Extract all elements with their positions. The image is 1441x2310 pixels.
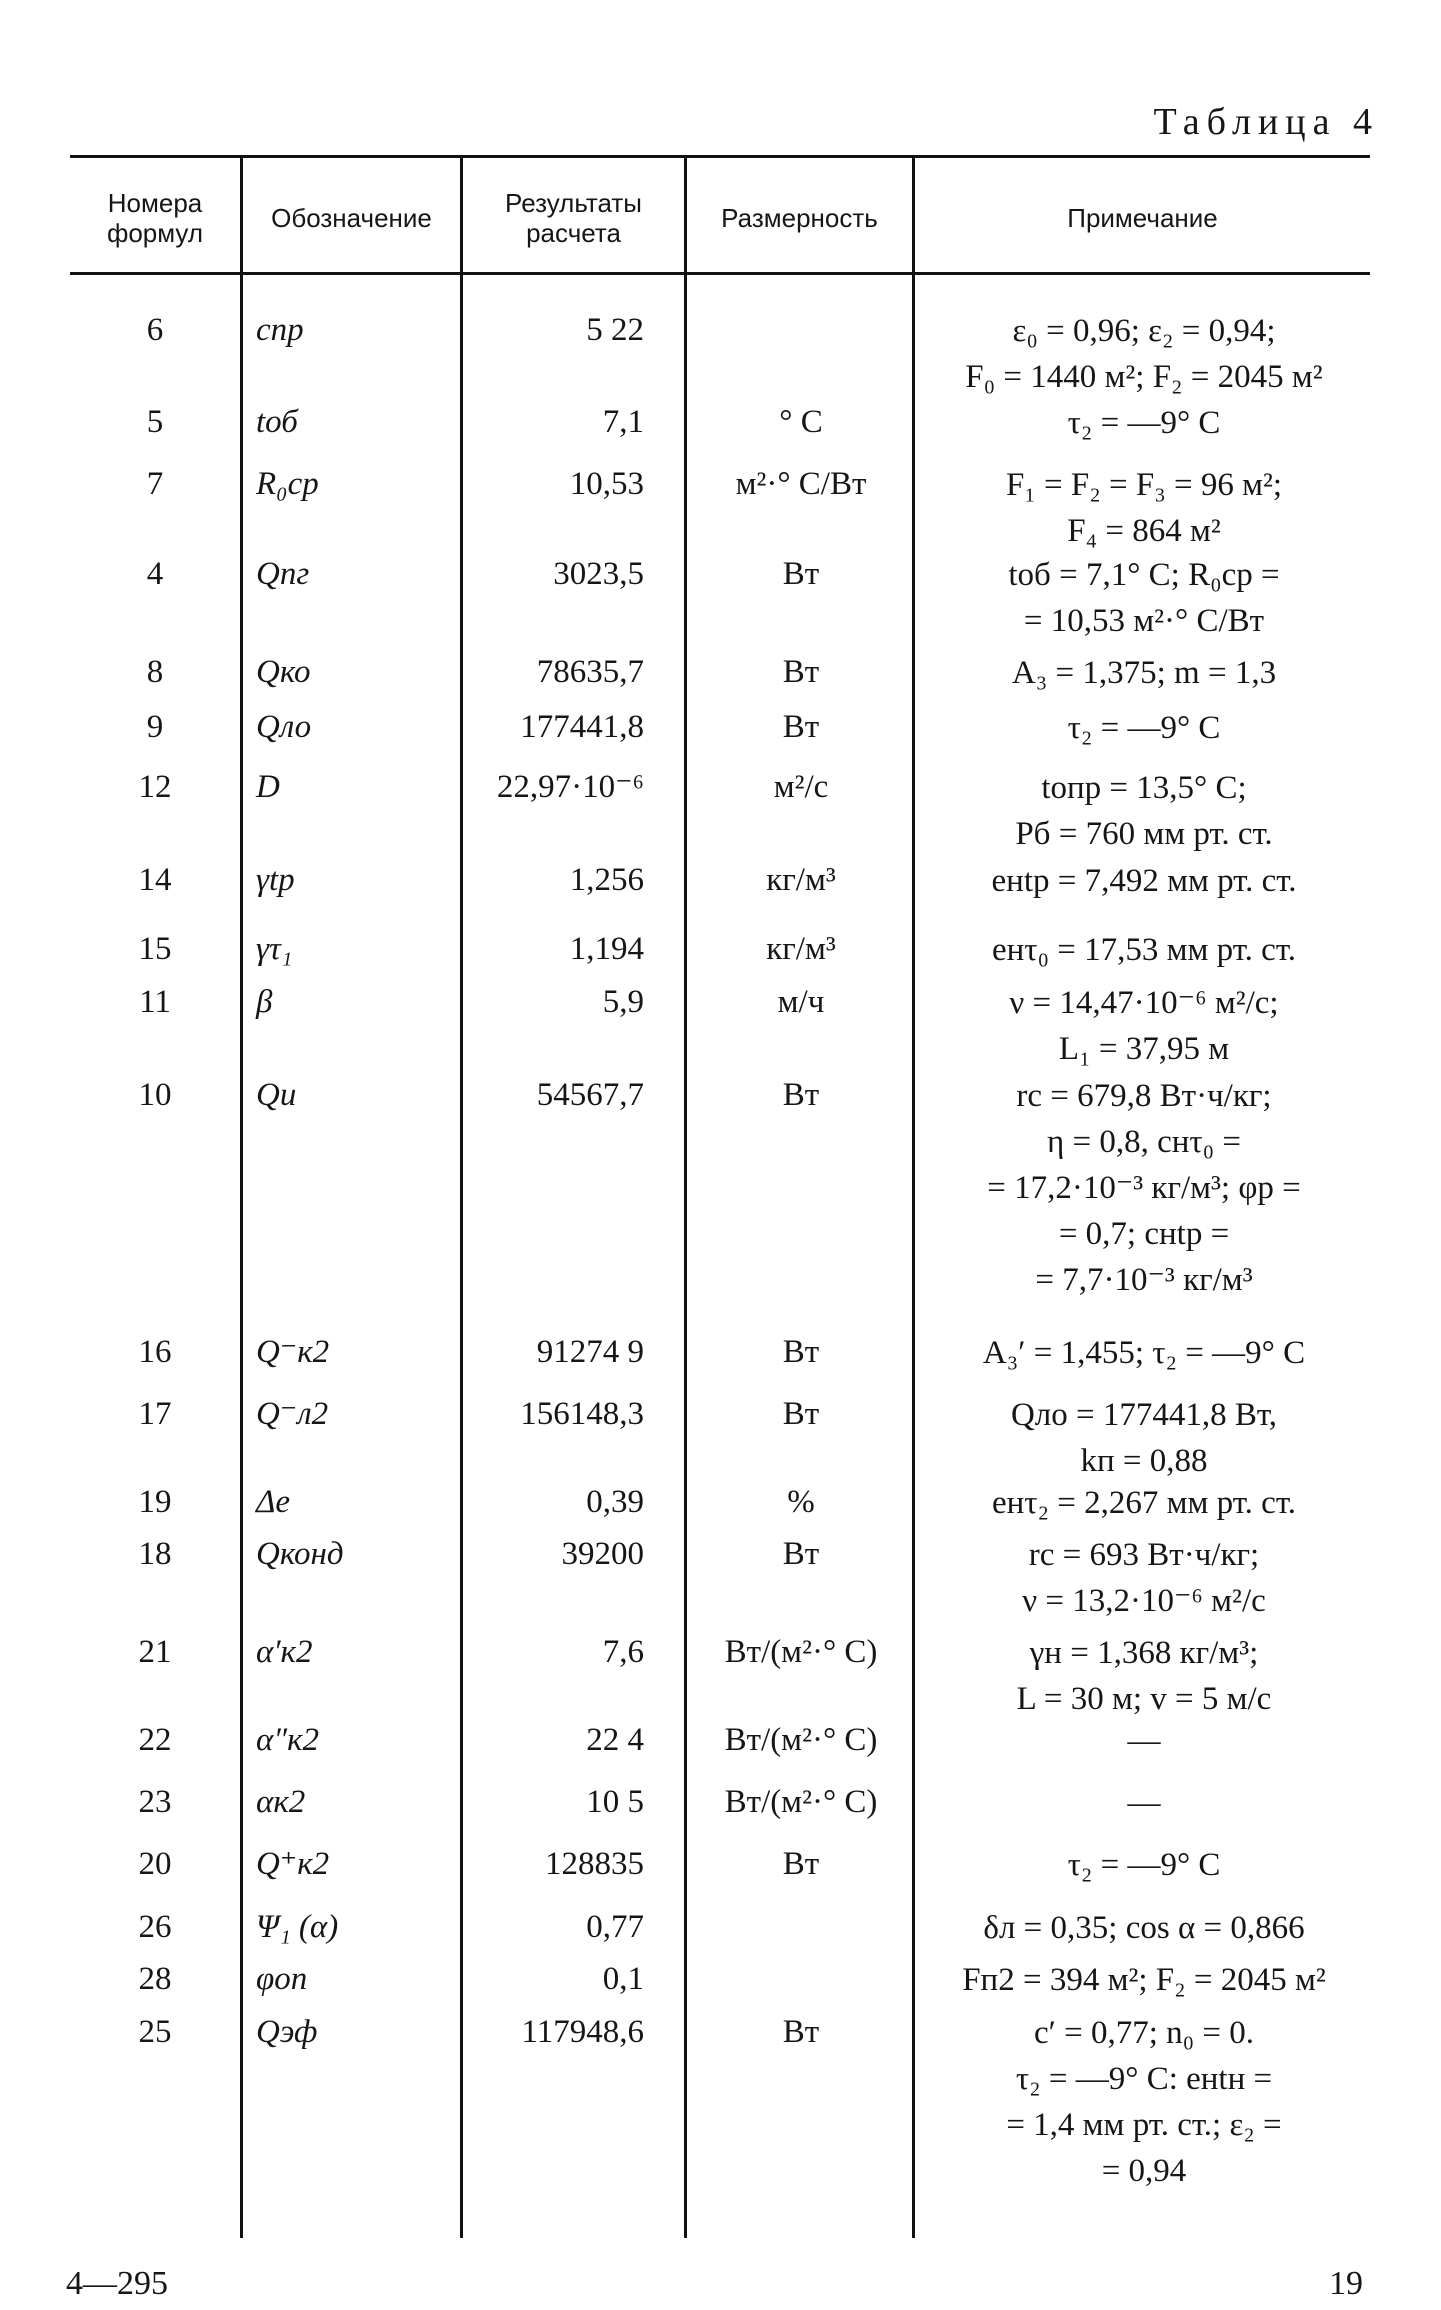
row-8-dimension: кг/м³ [766, 862, 836, 898]
row-10-note: ν = 14,47·10⁻⁶ м²/с; L₁ = 37,95 м [1009, 985, 1279, 1067]
column-divider [460, 158, 463, 2238]
row-7-designation: D [256, 769, 280, 805]
row-5-note: A₃ = 1,375; m = 1,3 [1011, 655, 1277, 691]
row-9-formula-number: 15 [138, 931, 172, 967]
row-21-formula-number: 28 [138, 1961, 172, 1997]
row-14-result-value: 0,39 [586, 1484, 644, 1520]
row-8-note: eнtр = 7,492 мм рт. ст. [991, 863, 1297, 899]
header-note: Примечание [1067, 203, 1218, 233]
row-22-result-value: 117948,6 [521, 2014, 644, 2050]
row-1-note: ε₀ = 0,96; ε₂ = 0,94; F₀ = 1440 м²; F₂ = 2045 м² [965, 313, 1323, 395]
row-19-result-value: 128835 [545, 1846, 644, 1882]
row-4-result-value: 3023,5 [553, 556, 644, 592]
row-13-formula-number: 17 [138, 1396, 172, 1432]
row-16-note: γн = 1,368 кг/м³; L = 30 м; v = 5 м/с [1016, 1635, 1272, 1717]
row-15-formula-number: 18 [138, 1536, 172, 1572]
row-19-formula-number: 20 [138, 1846, 172, 1882]
row-21-note: Fп2 = 394 м²; F₂ = 2045 м² [962, 1962, 1326, 1998]
row-7-dimension: м²/с [773, 769, 829, 805]
row-8-formula-number: 14 [138, 862, 172, 898]
row-2-designation: tоб [256, 404, 298, 440]
row-15-designation: Qконд [256, 1536, 344, 1572]
row-12-result-value: 91274 9 [536, 1334, 644, 1370]
row-18-result-value: 10 5 [586, 1784, 644, 1820]
row-13-note: Qло = 177441,8 Вт, kп = 0,88 [1010, 1397, 1278, 1479]
row-14-designation: Δe [256, 1484, 291, 1520]
row-6-result-value: 177441,8 [520, 709, 644, 745]
signature-mark: 4—295 [66, 2265, 168, 2302]
row-14-note: eнτ₂ = 2,267 мм рт. ст. [991, 1485, 1297, 1521]
row-4-designation: Qпг [256, 556, 310, 592]
row-7-formula-number: 12 [138, 769, 172, 805]
row-17-note: — [1127, 1723, 1161, 1759]
row-1-formula-number: 6 [146, 312, 164, 348]
row-22-formula-number: 25 [138, 2014, 172, 2050]
row-12-note: A₃′ = 1,455; τ₂ = —9° C [982, 1335, 1306, 1371]
row-13-designation: Q⁻л2 [256, 1396, 329, 1432]
header-results: Результаты расчета [505, 188, 642, 248]
row-16-dimension: Вт/(м²·° C) [724, 1634, 878, 1670]
row-14-dimension: % [787, 1484, 815, 1520]
row-22-note: c′ = 0,77; n₀ = 0. τ₂ = —9° C: eнtн = = 1,4 мм рт. ст.; ε₂ = = 0,94 [1006, 2015, 1282, 2189]
row-4-formula-number: 4 [146, 556, 164, 592]
row-17-designation: α″к2 [256, 1722, 320, 1758]
row-5-designation: Qко [256, 654, 311, 690]
row-12-formula-number: 16 [138, 1334, 172, 1370]
row-18-designation: αк2 [256, 1784, 306, 1820]
row-3-result-value: 10,53 [569, 466, 644, 502]
row-11-result-value: 54567,7 [536, 1077, 644, 1113]
row-7-result-value: 22,97·10⁻⁶ [496, 769, 644, 805]
row-15-dimension: Вт [782, 1536, 820, 1572]
row-22-designation: Qэф [256, 2014, 318, 2050]
row-10-formula-number: 11 [139, 984, 171, 1020]
row-9-dimension: кг/м³ [766, 931, 836, 967]
row-13-result-value: 156148,3 [520, 1396, 644, 1432]
row-12-designation: Q⁻к2 [256, 1334, 330, 1370]
table-caption: Таблица 4 [1153, 101, 1379, 143]
row-8-result-value: 1,256 [569, 862, 644, 898]
row-17-formula-number: 22 [138, 1722, 172, 1758]
row-6-designation: Qло [256, 709, 312, 745]
row-6-formula-number: 9 [146, 709, 164, 745]
row-4-dimension: Вт [782, 556, 820, 592]
row-9-designation: γτ₁ [256, 931, 293, 967]
row-10-designation: β [256, 984, 273, 1020]
row-20-result-value: 0,77 [586, 1909, 644, 1945]
row-2-dimension: ° C [779, 404, 823, 440]
row-20-designation: Ψ₁ (α) [256, 1909, 339, 1945]
row-9-result-value: 1,194 [569, 931, 644, 967]
row-6-dimension: Вт [782, 709, 820, 745]
column-divider [912, 158, 915, 2238]
row-12-dimension: Вт [782, 1334, 820, 1370]
row-3-formula-number: 7 [146, 466, 164, 502]
row-20-note: δл = 0,35; cos α = 0,866 [983, 1910, 1305, 1946]
row-11-formula-number: 10 [138, 1077, 172, 1113]
row-16-formula-number: 21 [138, 1634, 172, 1670]
row-10-result-value: 5,9 [602, 984, 644, 1020]
row-3-designation: R₀ср [256, 466, 319, 502]
row-21-result-value: 0,1 [602, 1961, 644, 1997]
row-19-note: τ₂ = —9° C [1067, 1847, 1221, 1883]
header-dimension: Размерность [721, 203, 878, 233]
row-19-designation: Q⁺к2 [256, 1846, 330, 1882]
row-19-dimension: Вт [782, 1846, 820, 1882]
row-1-designation: cпр [256, 312, 304, 348]
row-7-note: tопр = 13,5° C; Pб = 760 мм рт. ст. [1015, 770, 1273, 852]
row-5-dimension: Вт [782, 654, 820, 690]
row-3-note: F₁ = F₂ = F₃ = 96 м²; F₄ = 864 м² [1005, 467, 1283, 549]
row-5-formula-number: 8 [146, 654, 164, 690]
row-13-dimension: Вт [782, 1396, 820, 1432]
row-16-designation: α′к2 [256, 1634, 313, 1670]
row-11-designation: Qи [256, 1077, 297, 1113]
column-divider [240, 158, 243, 2238]
row-10-dimension: м/ч [777, 984, 825, 1020]
row-5-result-value: 78635,7 [536, 654, 644, 690]
row-3-dimension: м²·° C/Вт [735, 466, 867, 502]
header-designation: Обозначение [271, 203, 432, 233]
row-11-dimension: Вт [782, 1077, 820, 1113]
row-14-formula-number: 19 [138, 1484, 172, 1520]
row-15-note: rс = 693 Вт·ч/кг; ν = 13,2·10⁻⁶ м²/с [1022, 1537, 1266, 1619]
row-1-result-value: 5 22 [586, 312, 644, 348]
header-formula-numbers: Номера формул [106, 188, 204, 248]
row-9-note: eнτ₀ = 17,53 мм рт. ст. [991, 932, 1297, 968]
row-16-result-value: 7,6 [602, 1634, 644, 1670]
row-18-dimension: Вт/(м²·° C) [724, 1784, 878, 1820]
row-17-result-value: 22 4 [586, 1722, 644, 1758]
row-15-result-value: 39200 [561, 1536, 644, 1572]
row-20-formula-number: 26 [138, 1909, 172, 1945]
row-2-formula-number: 5 [146, 404, 164, 440]
row-4-note: tоб = 7,1° C; R₀ср = = 10,53 м²·° C/Вт [1008, 557, 1280, 639]
row-6-note: τ₂ = —9° C [1067, 710, 1221, 746]
row-2-note: τ₂ = —9° C [1067, 405, 1221, 441]
row-8-designation: γtр [256, 862, 295, 898]
row-11-note: rс = 679,8 Вт·ч/кг; η = 0,8, cнτ₀ = = 17,2·10⁻³ кг/м³; φр = = 0,7; cнtр = = 7,7·10⁻³ кг/м³ [987, 1078, 1301, 1298]
row-18-formula-number: 23 [138, 1784, 172, 1820]
page-number: 19 [1329, 2265, 1363, 2302]
row-22-dimension: Вт [782, 2014, 820, 2050]
column-divider [684, 158, 687, 2238]
row-18-note: — [1127, 1785, 1161, 1821]
row-17-dimension: Вт/(м²·° C) [724, 1722, 878, 1758]
row-21-designation: φоп [256, 1961, 308, 1997]
row-2-result-value: 7,1 [602, 404, 644, 440]
